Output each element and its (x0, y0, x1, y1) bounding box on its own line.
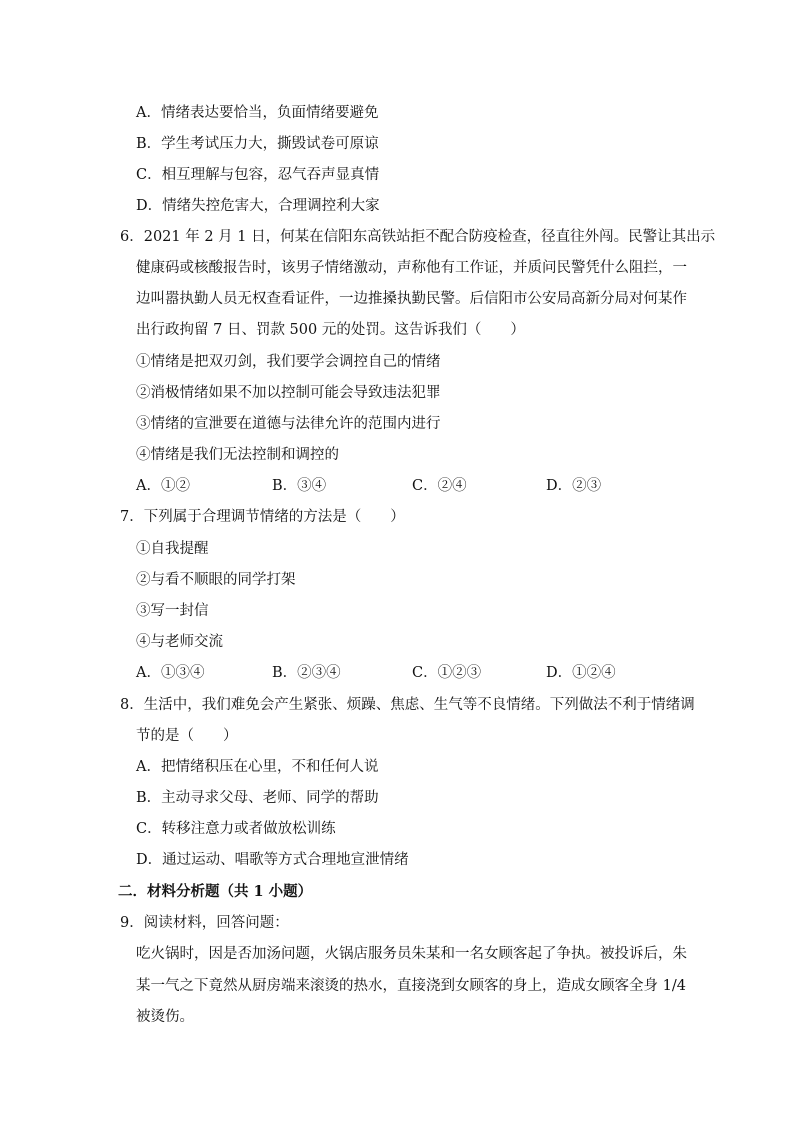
q7-choice-a: A．①③④ (136, 665, 205, 681)
section-2-title: 二．材料分析题（共 1 小题） (118, 883, 313, 900)
q6-choice-b: B．③④ (272, 478, 327, 494)
q8-option-b: B．主动寻求父母、老师、同学的帮助 (136, 790, 379, 806)
q7-choice-d: D．①②④ (546, 665, 616, 681)
q8-option-d: D．通过运动、唱歌等方式合理地宣泄情绪 (136, 852, 409, 868)
q6-statement-4: ④情绪是我们无法控制和调控的 (136, 447, 339, 463)
q7-statement-3: ③写一封信 (136, 603, 209, 619)
q6-choice-a: A．①② (136, 478, 190, 494)
q9-stem: 9．阅读材料，回答问题： (120, 915, 289, 931)
q9-material-line-2: 某一气之下竟然从厨房端来滚烫的热水，直接浇到女顾客的身上，造成女顾客全身 1/4 (136, 978, 686, 994)
q6-statement-3: ③情绪的宣泄要在道德与法律允许的范围内进行 (136, 416, 441, 432)
q5-option-a: A．情绪表达要恰当，负面情绪要避免 (136, 105, 379, 121)
q6-choice-d: D．②③ (546, 478, 602, 494)
q6-statement-2: ②消极情绪如果不加以控制可能会导致违法犯罪 (136, 385, 441, 401)
q6-choices (136, 476, 656, 496)
q6-stem-line-3: 边叫嚣执勤人员无权查看证件，一边推搡执勤民警。后信阳市公安局高新分局对何某作 (136, 291, 687, 307)
q6-choice-c: C．②④ (412, 478, 467, 494)
q5-option-d: D．情绪失控危害大，合理调控利大家 (136, 198, 380, 214)
q7-choice-c: C．①②③ (412, 665, 482, 681)
q7-statement-2: ②与看不顺眼的同学打架 (136, 572, 296, 588)
q7-statement-4: ④与老师交流 (136, 634, 223, 650)
q5-option-c: C．相互理解与包容，忍气吞声显真情 (136, 167, 380, 183)
q8-option-a: A．把情绪积压在心里，不和任何人说 (136, 759, 379, 775)
q9-material-line-3: 被烫伤。 (136, 1009, 194, 1025)
q6-statement-1: ①情绪是把双刃剑，我们要学会调控自己的情绪 (136, 354, 441, 370)
q6-stem-line-2: 健康码或核酸报告时，该男子情绪激动，声称他有工作证，并质问民警凭什么阻拦，一 (136, 260, 687, 276)
q7-stem: 7．下列属于合理调节情绪的方法是（ ） (120, 509, 405, 525)
q8-stem-line-1: 8．生活中，我们难免会产生紧张、烦躁、焦虑、生气等不良情绪。下列做法不利于情绪调 (120, 697, 695, 713)
q5-option-b: B．学生考试压力大，撕毁试卷可原谅 (136, 136, 379, 152)
q6-stem-line-4: 出行政拘留 7 日、罚款 500 元的处罚。这告诉我们（ ） (136, 322, 525, 338)
q9-material-line-1: 吃火锅时，因是否加汤问题，火锅店服务员朱某和一名女顾客起了争执。被投诉后，朱 (136, 946, 687, 962)
q6-stem-line-1: 6．2021 年 2 月 1 日，何某在信阳东高铁站拒不配合防疫检查，径直往外闯。民警让其出示 (120, 229, 716, 245)
q7-choices (136, 663, 656, 683)
q8-option-c: C．转移注意力或者做放松训练 (136, 821, 336, 837)
q7-statement-1: ①自我提醒 (136, 541, 209, 557)
q8-stem-line-2: 节的是（ ） (136, 728, 238, 744)
q7-choice-b: B．②③④ (272, 665, 341, 681)
